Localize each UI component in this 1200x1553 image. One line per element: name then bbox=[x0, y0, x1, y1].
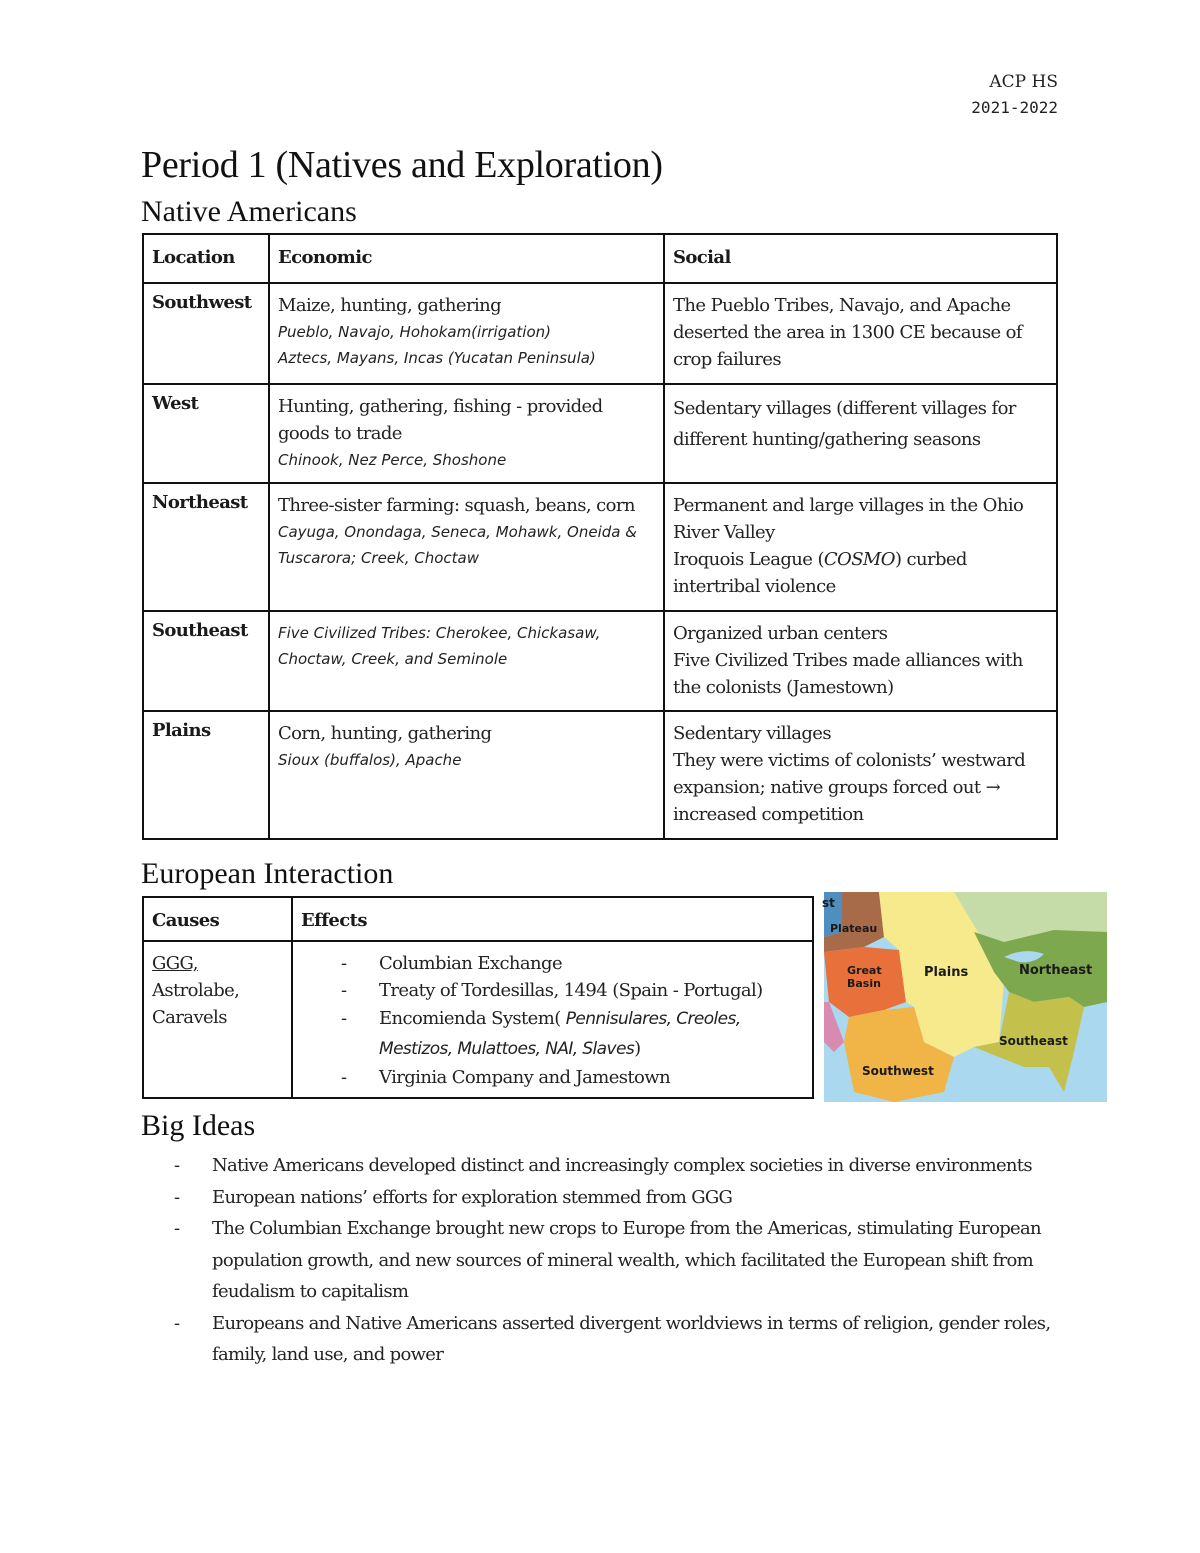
effect-item: - Treaty of Tordesillas, 1494 (Spain - Portugal) bbox=[341, 977, 804, 1004]
map-label-plateau: Plateau bbox=[830, 922, 878, 935]
effects-cell bbox=[292, 941, 813, 1098]
table-header-row bbox=[143, 897, 813, 941]
school-name: ACP HS bbox=[989, 72, 1058, 92]
column-header: Social bbox=[664, 234, 1057, 283]
column-header: Economic bbox=[269, 234, 664, 283]
tribes-text: Pueblo, Navajo, Hohokam(irrigation) bbox=[278, 323, 551, 341]
page-header bbox=[971, 70, 1058, 120]
column-header: Effects bbox=[292, 897, 813, 941]
location-cell: Southwest bbox=[143, 283, 269, 384]
map-label-basin: Basin bbox=[847, 977, 881, 990]
economic-cell bbox=[269, 283, 664, 384]
cause-item: Astrolabe, bbox=[152, 980, 240, 1001]
map-label-southeast: Southeast bbox=[999, 1034, 1068, 1048]
map-label-great: Great bbox=[847, 964, 882, 977]
table-row bbox=[143, 283, 1057, 384]
map-graphic bbox=[824, 892, 1107, 1102]
economic-text: Maize, hunting, gathering bbox=[278, 295, 502, 316]
table-row bbox=[143, 611, 1057, 711]
tribes-text: Aztecs, Mayans, Incas (Yucatan Peninsula) bbox=[278, 349, 596, 367]
social-text: Sedentary villages (different villages for different hunting/gathering seasons bbox=[673, 398, 1016, 450]
location-cell: Plains bbox=[143, 711, 269, 839]
causes-cell bbox=[143, 941, 292, 1098]
tribes-text: Five Civilized Tribes: Cherokee, Chickasaw, Choctaw, Creek, and Seminole bbox=[278, 624, 601, 668]
school-year: 2021-2022 bbox=[971, 98, 1058, 117]
economic-text: Three-sister farming: squash, beans, corn bbox=[278, 495, 635, 516]
social-text: Permanent and large villages in the Ohio River Valley bbox=[673, 495, 1024, 543]
social-cell bbox=[664, 611, 1057, 711]
effect-item: - Virginia Company and Jamestown bbox=[341, 1064, 804, 1091]
league-post: ) curbed intertribal violence bbox=[673, 549, 967, 597]
encomienda-post: ) bbox=[634, 1038, 641, 1059]
encomienda-pre: Encomienda System( bbox=[379, 1008, 566, 1029]
table-row bbox=[143, 941, 813, 1098]
league-pre: Iroquois League ( bbox=[673, 549, 824, 570]
social-text: Organized urban centers bbox=[673, 623, 888, 644]
social-cell bbox=[664, 711, 1057, 839]
social-text bbox=[673, 546, 1048, 600]
location-cell: West bbox=[143, 384, 269, 483]
economic-cell bbox=[269, 384, 664, 483]
table-header-row bbox=[143, 234, 1057, 283]
social-text: Five Civilized Tribes made alliances with the colonists (Jamestown) bbox=[673, 650, 1023, 698]
social-cell bbox=[664, 483, 1057, 611]
economic-text: Hunting, gathering, fishing - provided goods to trade bbox=[278, 396, 603, 444]
economic-text: Corn, hunting, gathering bbox=[278, 723, 492, 744]
european-interaction-table bbox=[142, 896, 814, 1099]
location-cell: Southeast bbox=[143, 611, 269, 711]
map-label-northeast: Northeast bbox=[1019, 963, 1093, 978]
map-label-partial: st bbox=[822, 896, 835, 910]
social-cell bbox=[664, 283, 1057, 384]
big-idea-item: - Native Americans developed distinct and increasingly complex societies in diverse environments bbox=[174, 1150, 1061, 1182]
native-regions-map bbox=[824, 892, 1107, 1102]
social-text: The Pueblo Tribes, Navajo, and Apache deserted the area in 1300 CE because of crop failures bbox=[673, 295, 1022, 370]
big-idea-item: - The Columbian Exchange brought new crops to Europe from the Americas, stimulating European population growth, and new sources of mineral wealth, which facilitated the European shift from feudalism to capitalism bbox=[174, 1213, 1061, 1308]
economic-cell bbox=[269, 711, 664, 839]
big-ideas-heading: Big Ideas bbox=[141, 1109, 256, 1142]
tribes-text: Cayuga, Onondaga, Seneca, Mohawk, Oneida & Tuscarora; Creek, Choctaw bbox=[278, 523, 637, 567]
table-row bbox=[143, 711, 1057, 839]
league-acronym: COSMO bbox=[823, 549, 895, 570]
social-text: Sedentary villages bbox=[673, 723, 831, 744]
table-row bbox=[143, 384, 1057, 483]
native-americans-table bbox=[142, 233, 1058, 840]
map-label-southwest: Southwest bbox=[862, 1064, 934, 1078]
big-ideas-section bbox=[141, 1150, 1061, 1371]
social-text: They were victims of colonists’ westward expansion; native groups forced out → increased competition bbox=[673, 750, 1026, 825]
effect-item bbox=[341, 1004, 804, 1064]
column-header: Causes bbox=[143, 897, 292, 941]
map-label-plains: Plains bbox=[924, 965, 969, 980]
big-idea-item: - Europeans and Native Americans asserted divergent worldviews in terms of religion, gender roles, family, land use, and power bbox=[174, 1308, 1061, 1371]
native-americans-heading: Native Americans bbox=[141, 195, 357, 228]
table-row bbox=[143, 483, 1057, 611]
effects-list bbox=[301, 950, 804, 1091]
page-title: Period 1 (Natives and Exploration) bbox=[141, 144, 663, 186]
big-ideas-list bbox=[141, 1150, 1061, 1371]
social-cell bbox=[664, 384, 1057, 483]
cause-ggg: GGG, bbox=[152, 953, 198, 974]
tribes-text: Chinook, Nez Perce, Shoshone bbox=[278, 451, 507, 469]
economic-cell bbox=[269, 483, 664, 611]
cause-item: Caravels bbox=[152, 1007, 227, 1028]
economic-cell bbox=[269, 611, 664, 711]
location-cell: Northeast bbox=[143, 483, 269, 611]
effect-item: - Columbian Exchange bbox=[341, 950, 804, 977]
european-interaction-heading: European Interaction bbox=[141, 857, 394, 890]
encomienda-classes: Pennisulares, Creoles, Mestizos, Mulattoes, NAI, Slaves bbox=[379, 1009, 741, 1059]
big-idea-item: - European nations’ efforts for exploration stemmed from GGG bbox=[174, 1182, 1061, 1214]
column-header: Location bbox=[143, 234, 269, 283]
tribes-text: Sioux (buffalos), Apache bbox=[278, 751, 462, 769]
